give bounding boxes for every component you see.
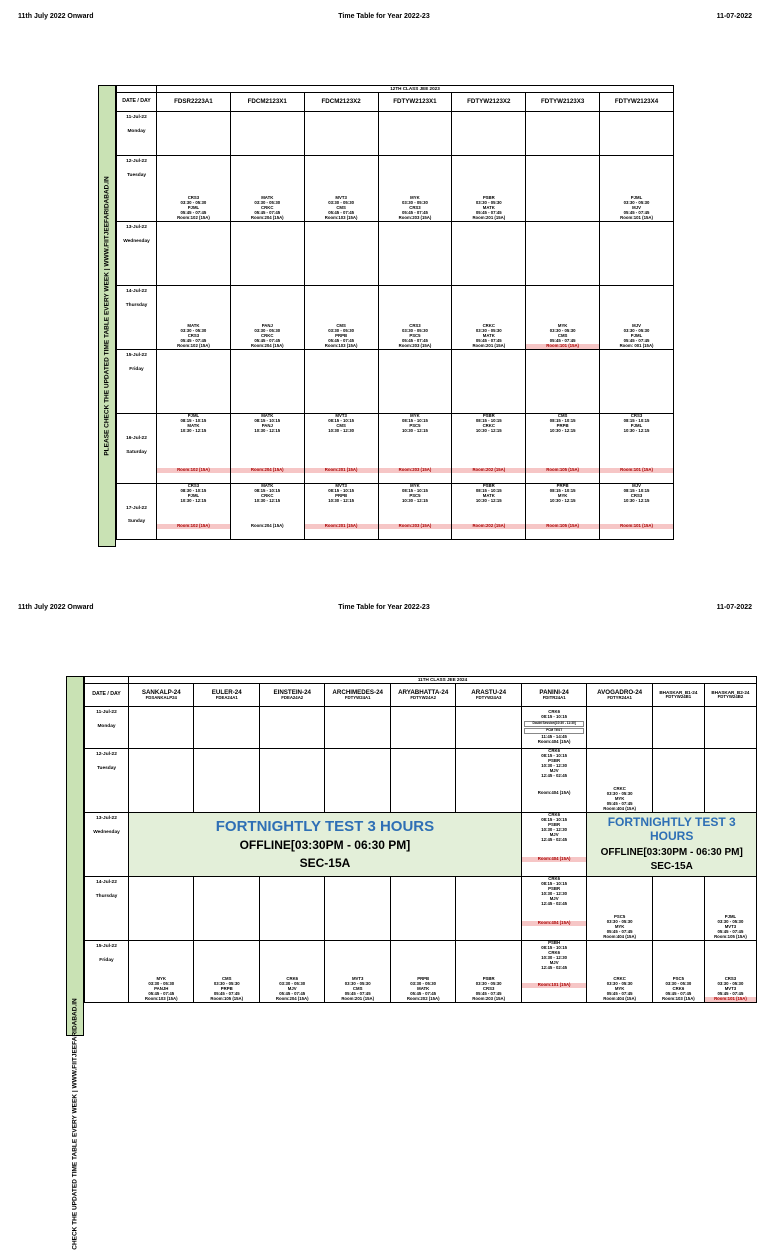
header-right: 11-07-2022 — [716, 604, 752, 611]
class-slot: MJV 03:30 - 05:30 PJML 05:45 - 07:45 Room: 001 (15A) — [600, 286, 674, 350]
class-slot: MVT3 08:15 - 10:15 PRPB 10:30 - 12:15 Room:201 (15A) — [304, 484, 378, 540]
room-badge: Room:101 (15A) — [600, 468, 673, 473]
room-badge: Room:204 (15A) — [231, 468, 304, 473]
class-slot: MVT3 03:30 - 05:30 CMS 05:45 - 07:45 Room:103 (15A) — [304, 156, 378, 222]
class-slot: MVT3 03:30 - 05:30 CMS 05:45 - 07:45 Room:201 (15A) — [325, 941, 390, 1003]
batch-header: BHASKAR_B1-24 FDTYW24B1 — [652, 684, 704, 707]
header-center: Time Table for Year 2022-23 — [338, 604, 430, 611]
day-cell: 12-Jul-22 Tuesday — [85, 749, 129, 813]
page-header-2 — [0, 604, 768, 618]
batch-header: BHASKAR_B2-24 FDTYW24B2 — [704, 684, 756, 707]
class-slot: PSBR 08:15 - 10:15 CRKC 10:30 - 12:15 Room:202 (15A) — [452, 414, 526, 484]
room-badge: Room:105 (15A) — [526, 524, 599, 529]
class-slot: MYK 03:30 - 05:30 CRS3 05:45 - 07:45 Room:203 (15A) — [378, 156, 452, 222]
day-cell: 17-Jul-22 Sunday — [117, 484, 157, 540]
table-title: 11TH CLASS JEE 2024 — [129, 677, 757, 684]
room-badge: Room:201 (15A) — [305, 468, 378, 473]
batch-header: FDTYW2123X3 — [526, 93, 600, 112]
room-badge: Room:105 (15A) — [526, 468, 599, 473]
batch-header: EULER-24 FDEA24A1 — [194, 684, 259, 707]
batch-header: EINSTEIN-24 FDEA24A2 — [259, 684, 324, 707]
class-slot: CRS3 03:30 - 05:30 MVT3 05:45 - 07:45 Room:101 (15A) — [704, 941, 756, 1003]
batch-header: PANINI-24 FDITR24A1 — [521, 684, 586, 707]
batch-header: ARCHIMEDES-24 FDTYW24A1 — [325, 684, 390, 707]
batch-header: SANKALP-24 FDSANKALP24 — [129, 684, 194, 707]
class-slot: CRK6 08:15 - 10:15 Doubt Session[10:30 - 11:30] PCM TEST 11:45 - 14:45 Room:404 (15A) — [521, 707, 586, 749]
room-badge: Room:204 (15A) — [250, 522, 284, 528]
class-slot: MATK 03:30 - 05:30 CRS3 05:45 - 07:45 Room:102 (15A) — [157, 286, 231, 350]
class-slot: CMS 03:30 - 05:30 PRPB 05:45 - 07:45 Room:103 (15A) — [304, 286, 378, 350]
class-slot: PJML 03:30 - 05:30 MJV 05:45 - 07:45 Room:101 (15A) — [600, 156, 674, 222]
header-left: 11th July 2022 Onward — [18, 13, 94, 20]
class-slot: PSC5 03:30 - 05:30 CRK6 05:45 - 07:45 Room:103 (15A) — [652, 941, 704, 1003]
class-slot: MVT3 08:15 - 10:15 CMS 10:30 - 12:30 Room:201 (15A) — [304, 414, 378, 484]
batch-header: FDTYW2123X1 — [378, 93, 452, 112]
class-slot: PSBH 08:15 - 10:15 CRK6 10:30 - 12:30 MJV 12:45 - 02:45 Room:101 (15A) — [521, 941, 586, 1003]
batch-header: FDCM2123X1 — [230, 93, 304, 112]
test-banner: FORTNIGHTLY TEST 3 HOURS OFFLINE[03:30PM - 06:30 PM] SEC-15A — [587, 813, 757, 877]
class-slot: PRPB 03:30 - 05:30 MATK 05:45 - 07:45 Room:202 (15A) — [390, 941, 455, 1003]
class-slot: MYK 03:30 - 05:30 PANJH 05:45 - 07:45 Room:103 (15A) — [129, 941, 194, 1003]
class-slot: MYK 08:15 - 10:15 PSC5 10:30 - 12:15 Room:203 (15A) — [378, 484, 452, 540]
room-badge: Room:203 (15A) — [379, 524, 452, 529]
class-slot: CMS 08:15 - 10:15 PRPB 10:30 - 12:15 Room:105 (15A) — [526, 414, 600, 484]
day-cell: 15-Jul-22 Friday — [117, 350, 157, 414]
class-slot: MATK 03:30 - 05:30 CRKC 05:45 - 07:45 Room:204 (15A) — [230, 156, 304, 222]
date-day-header: DATE / DAY — [117, 93, 157, 112]
day-cell: 15-Jul-22 Friday — [85, 941, 129, 1003]
class-slot: CRS3 03:30 - 05:30 PSC5 05:45 - 07:45 Room:203 (15A) — [378, 286, 452, 350]
class-slot: PRPB 08:15 - 10:15 MYK 10:30 - 12:15 Room:105 (15A) — [526, 484, 600, 540]
class-slot: MJV 08:15 - 10:15 CRS3 10:30 - 12:15 Room:101 (15A) — [600, 484, 674, 540]
header-right: 11-07-2022 — [716, 13, 752, 20]
class-slot: PJML 08:15 - 10:15 MATK 10:30 - 12:15 Room:102 (15A) — [157, 414, 231, 484]
class-slot: CRKC 03:30 - 05:30 MYK 05:45 - 07:45 Room:404 (15A) — [587, 749, 652, 813]
date-day-header: DATE / DAY — [85, 684, 129, 707]
class-slot: MATK 08:15 - 10:15 CRKC 10:30 - 12:15 Room:204 (15A) — [230, 484, 304, 540]
side-banner-text: CHECK THE UPDATED TIME TABLE EVERY WEEK | WWW.FIITJEEFARIDABAD.IN — [71, 998, 79, 1250]
class-slot: MYK 03:30 - 05:30 CMS 05:45 - 07:45 Room:101 (15A) — [526, 286, 600, 350]
class-slot: PSBR 08:15 - 10:15 MATK 10:30 - 12:15 Room:202 (15A) — [452, 484, 526, 540]
class-slot: CRS3 08:15 - 10:15 PJML 10:30 - 12:15 Room:101 (15A) — [600, 414, 674, 484]
day-cell: 14-Jul-22 Thursday — [117, 286, 157, 350]
class-slot: CRS3 08:30 - 10:15 PJML 10:30 - 12:15 Room:102 (15A) — [157, 484, 231, 540]
class-slot: PSBR 03:30 - 05:30 CRS3 05:45 - 07:45 Room:203 (15A) — [456, 941, 521, 1003]
class-slot: MYK 08:15 - 10:15 PSC5 10:30 - 12:15 Room:203 (15A) — [378, 414, 452, 484]
room-badge: Room:202 (15A) — [452, 468, 525, 473]
batch-header: ARASTU-24 FDTYW24A3 — [456, 684, 521, 707]
day-cell: 11-Jul-22 Monday — [85, 707, 129, 749]
class-slot: CRKC 03:30 - 05:30 MYK 05:45 - 07:45 Room:404 (15A) — [587, 941, 652, 1003]
class-slot: CRK6 08:15 - 10:15 PSBR 10:30 - 12:30 MJV 12:45 - 02:45 Room:404 (15A) — [521, 749, 586, 813]
class-slot: CRS3 03:30 - 05:30 PJML 05:45 - 07:45 Room:102 (15A) — [157, 156, 231, 222]
day-cell: 16-Jul-22 Saturday — [117, 414, 157, 484]
class-slot: PJML 03:30 - 05:30 MVT3 05:45 - 07:45 Room:105 (15A) — [704, 877, 756, 941]
room-badge: Room:202 (15A) — [452, 524, 525, 529]
class-slot: CRK6 03:30 - 05:30 MJV 05:45 - 07:45 Room:204 (15A) — [259, 941, 324, 1003]
class-slot: CRK6 08:15 - 10:15 PSBR 10:30 - 12:30 MJV 12:45 - 02:45 Room:404 (15A) — [521, 813, 586, 877]
class-slot: CRK6 08:15 - 10:15 PSBR 10:30 - 12:30 MJV 12:45 - 02:45 Room:404 (15A) — [521, 877, 586, 941]
day-cell: 14-Jul-22 Thursday — [85, 877, 129, 941]
room-badge: Room:203 (15A) — [379, 468, 452, 473]
day-cell: 11-Jul-22 Monday — [117, 112, 157, 156]
class-slot: PSBR 03:30 - 05:30 MATK 05:45 - 07:45 Room:201 (15A) — [452, 156, 526, 222]
header-left: 11th July 2022 Onward — [18, 604, 94, 611]
class-slot: CMS 03:30 - 05:30 PRPB 05:45 - 07:45 Room:105 (15A) — [194, 941, 259, 1003]
class-slot — [526, 156, 600, 222]
side-banner-text: PLEASE CHECK THE UPDATED TIME TABLE EVERY WEEK | WWW.FIITJEEFARIDABAD.IN — [103, 176, 111, 456]
room-badge: Room:102 (15A) — [157, 524, 230, 529]
class-slot: MATK 08:15 - 10:15 PANJ 10:30 - 12:15 Room:204 (15A) — [230, 414, 304, 484]
page-header-1 — [0, 13, 768, 27]
room-badge: Room:201 (15A) — [305, 524, 378, 529]
day-cell: 13-Jul-22 Wednesday — [85, 813, 129, 877]
header-center: Time Table for Year 2022-23 — [338, 13, 430, 20]
batch-header: AVOGADRO-24 FDTYR24A1 — [587, 684, 652, 707]
table-title: 12TH CLASS JEE 2023 — [157, 86, 674, 93]
room-badge: Room:101 (15A) — [526, 344, 599, 349]
side-banner-2 — [66, 676, 84, 1250]
batch-header: ARYABHATTA-24 FDTYW24A2 — [390, 684, 455, 707]
batch-header: FDSR2223A1 — [157, 93, 231, 112]
day-cell: 12-Jul-22 Tuesday — [117, 156, 157, 222]
test-banner: FORTNIGHTLY TEST 3 HOURS OFFLINE[03:30PM - 06:30 PM] SEC-15A — [129, 813, 522, 877]
class-slot: PSC5 03:30 - 05:30 MYK 05:45 - 07:45 Room:404 (15A) — [587, 877, 652, 941]
day-cell: 13-Jul-22 Wednesday — [117, 222, 157, 286]
class-slot: CRKC 03:30 - 05:30 MATK 05:45 - 07:45 Room:201 (15A) — [452, 286, 526, 350]
room-badge: Room:101 (15A) — [600, 524, 673, 529]
side-banner-1 — [98, 85, 116, 547]
room-badge: Room:102 (15A) — [157, 468, 230, 473]
timetable-11th — [84, 676, 757, 1003]
timetable-12th — [116, 85, 674, 540]
batch-header: FDCM2123X2 — [304, 93, 378, 112]
batch-header: FDTYW2123X4 — [600, 93, 674, 112]
batch-header: FDTYW2123X2 — [452, 93, 526, 112]
class-slot: PANJ 03:30 - 05:30 CRKC 05:45 - 07:45 Room:204 (15A) — [230, 286, 304, 350]
